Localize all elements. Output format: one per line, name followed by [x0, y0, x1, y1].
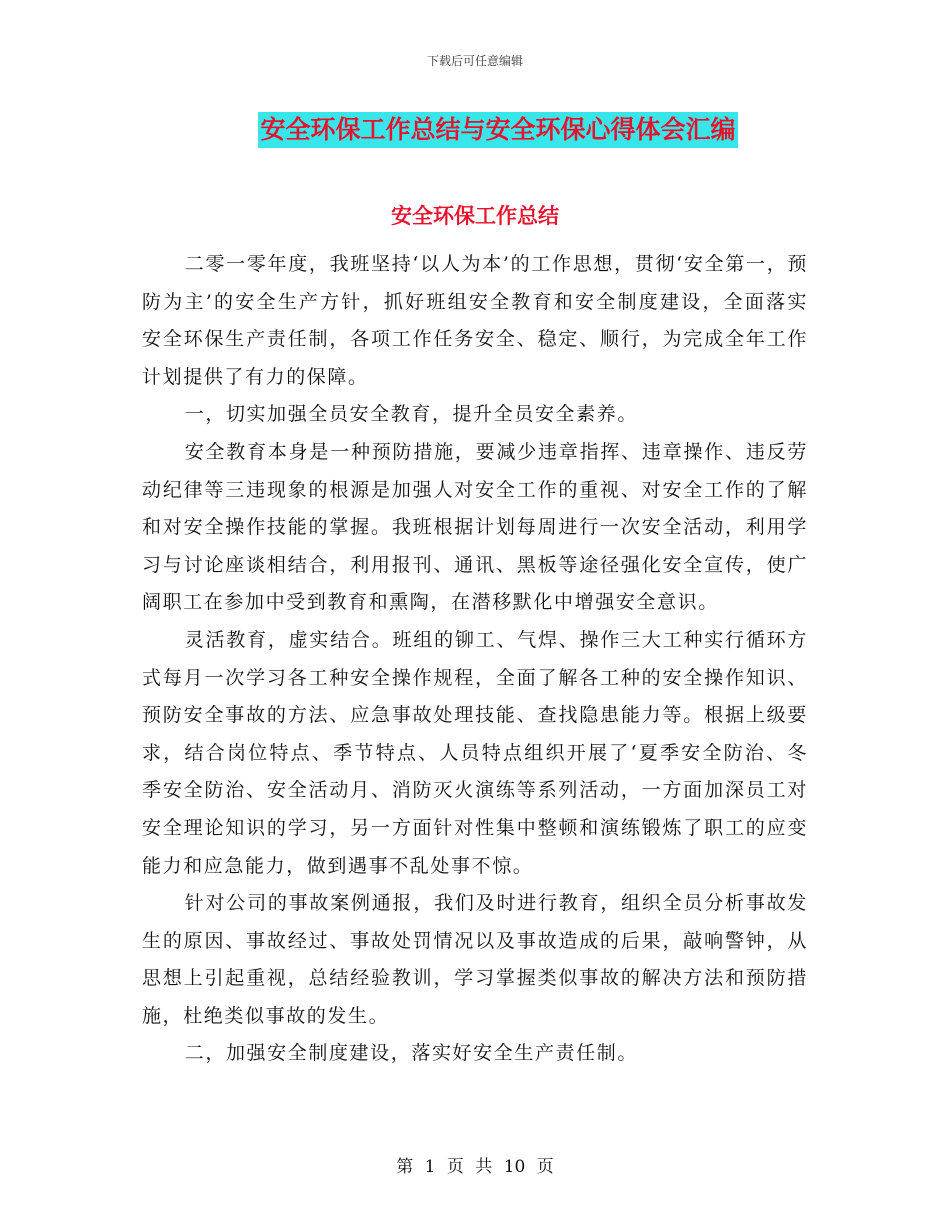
document-body: [142, 246, 808, 1073]
section-title: 安全环保工作总结: [391, 204, 559, 228]
main-title-container: [0, 112, 950, 148]
document-title: 安全环保工作总结与安全环保心得体会汇编: [258, 112, 737, 148]
page-number: 第 1 页 共 10 页: [396, 1157, 554, 1177]
paragraph: 二，加强安全制度建设，落实好安全生产责任制。: [184, 1042, 638, 1065]
download-note: 下载后可任意编辑: [426, 54, 523, 68]
paragraph: 二零一零年度，我班坚持‘以人为本’的工作思想，贯彻‘安全第一，预防为主’的安全生产方针，抓好班组安全教育和安全制度建设，全面落实安全环保生产责任制，各项工作任务安全、稳定、顺行，为完成全年工作计划提供了有力的保障。: [142, 253, 808, 388]
paragraph: 一，切实加强全员安全教育，提升全员安全素养。: [184, 403, 638, 426]
paragraph: 安全教育本身是一种预防措施，要减少违章指挥、违章操作、违反劳动纪律等三违现象的根源是加强人对安全工作的重视、对安全工作的了解和对安全操作技能的掌握。我班根据计划每周进行一次安全活动，利用学习与讨论座谈相结合，利用报刊、通讯、黑板等途径强化安全宣传，使广阔职工在参加中受到教育和熏陶，在潜移默化中增强安全意识。: [142, 440, 808, 614]
paragraph: 针对公司的事故案例通报，我们及时进行教育，组织全员分析事故发生的原因、事故经过、事故处罚情况以及事故造成的后果，敲响警钟，从思想上引起重视，总结经验教训，学习掌握类似事故的解决方法和预防措施，杜绝类似事故的发生。: [142, 892, 808, 1027]
paragraph: 灵活教育，虚实结合。班组的铆工、气焊、操作三大工种实行循环方式每月一次学习各工种安全操作规程，全面了解各工种的安全操作知识、预防安全事故的方法、应急事故处理技能、查找隐患能力等。根据上级要求，结合岗位特点、季节特点、人员特点组织开展了‘夏季安全防治、冬季安全防治、安全活动月、消防灭火演练等系列活动，一方面加深员工对安全理论知识的学习，另一方面针对性集中整顿和演练锻炼了职工的应变能力和应急能力，做到遇事不乱处事不惊。: [142, 628, 808, 877]
